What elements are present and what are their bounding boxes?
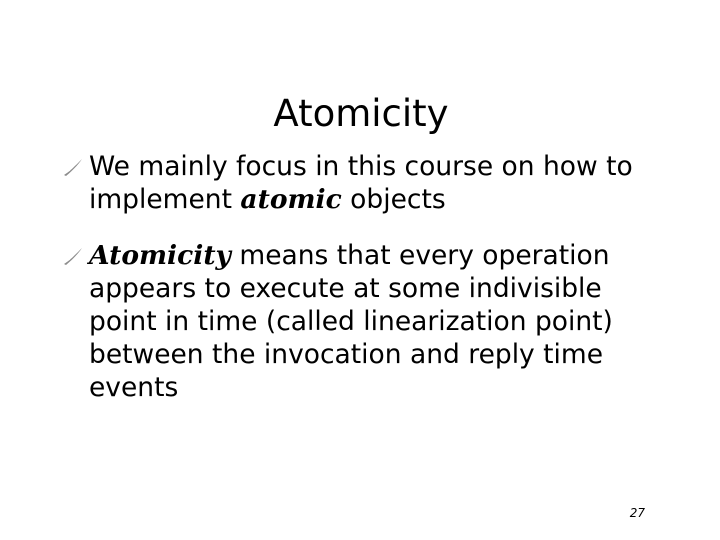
bullet-text-2 xyxy=(89,240,613,403)
bullet-item-2 xyxy=(62,239,662,404)
quill-stroke-icon xyxy=(62,245,84,267)
bullet-item-1 xyxy=(62,150,662,216)
bullet-text-1-emphasis: atomic xyxy=(240,184,342,215)
bullet-text-1-after: objects xyxy=(341,184,446,215)
bullet-list xyxy=(62,150,662,427)
bullet-text-2-after: means that every operation appears to execute at some indivisible point in time (called linearization point) between the invocation and reply time events xyxy=(89,240,613,403)
slide-title: Atomicity xyxy=(273,92,449,135)
bullet-text-1 xyxy=(89,151,633,215)
page-number: 27 xyxy=(629,506,645,520)
bullet-text-1-before: We mainly focus in this course on how to implement xyxy=(89,151,633,215)
bullet-text-2-emphasis: Atomicity xyxy=(89,240,231,271)
quill-stroke-icon xyxy=(62,156,84,178)
